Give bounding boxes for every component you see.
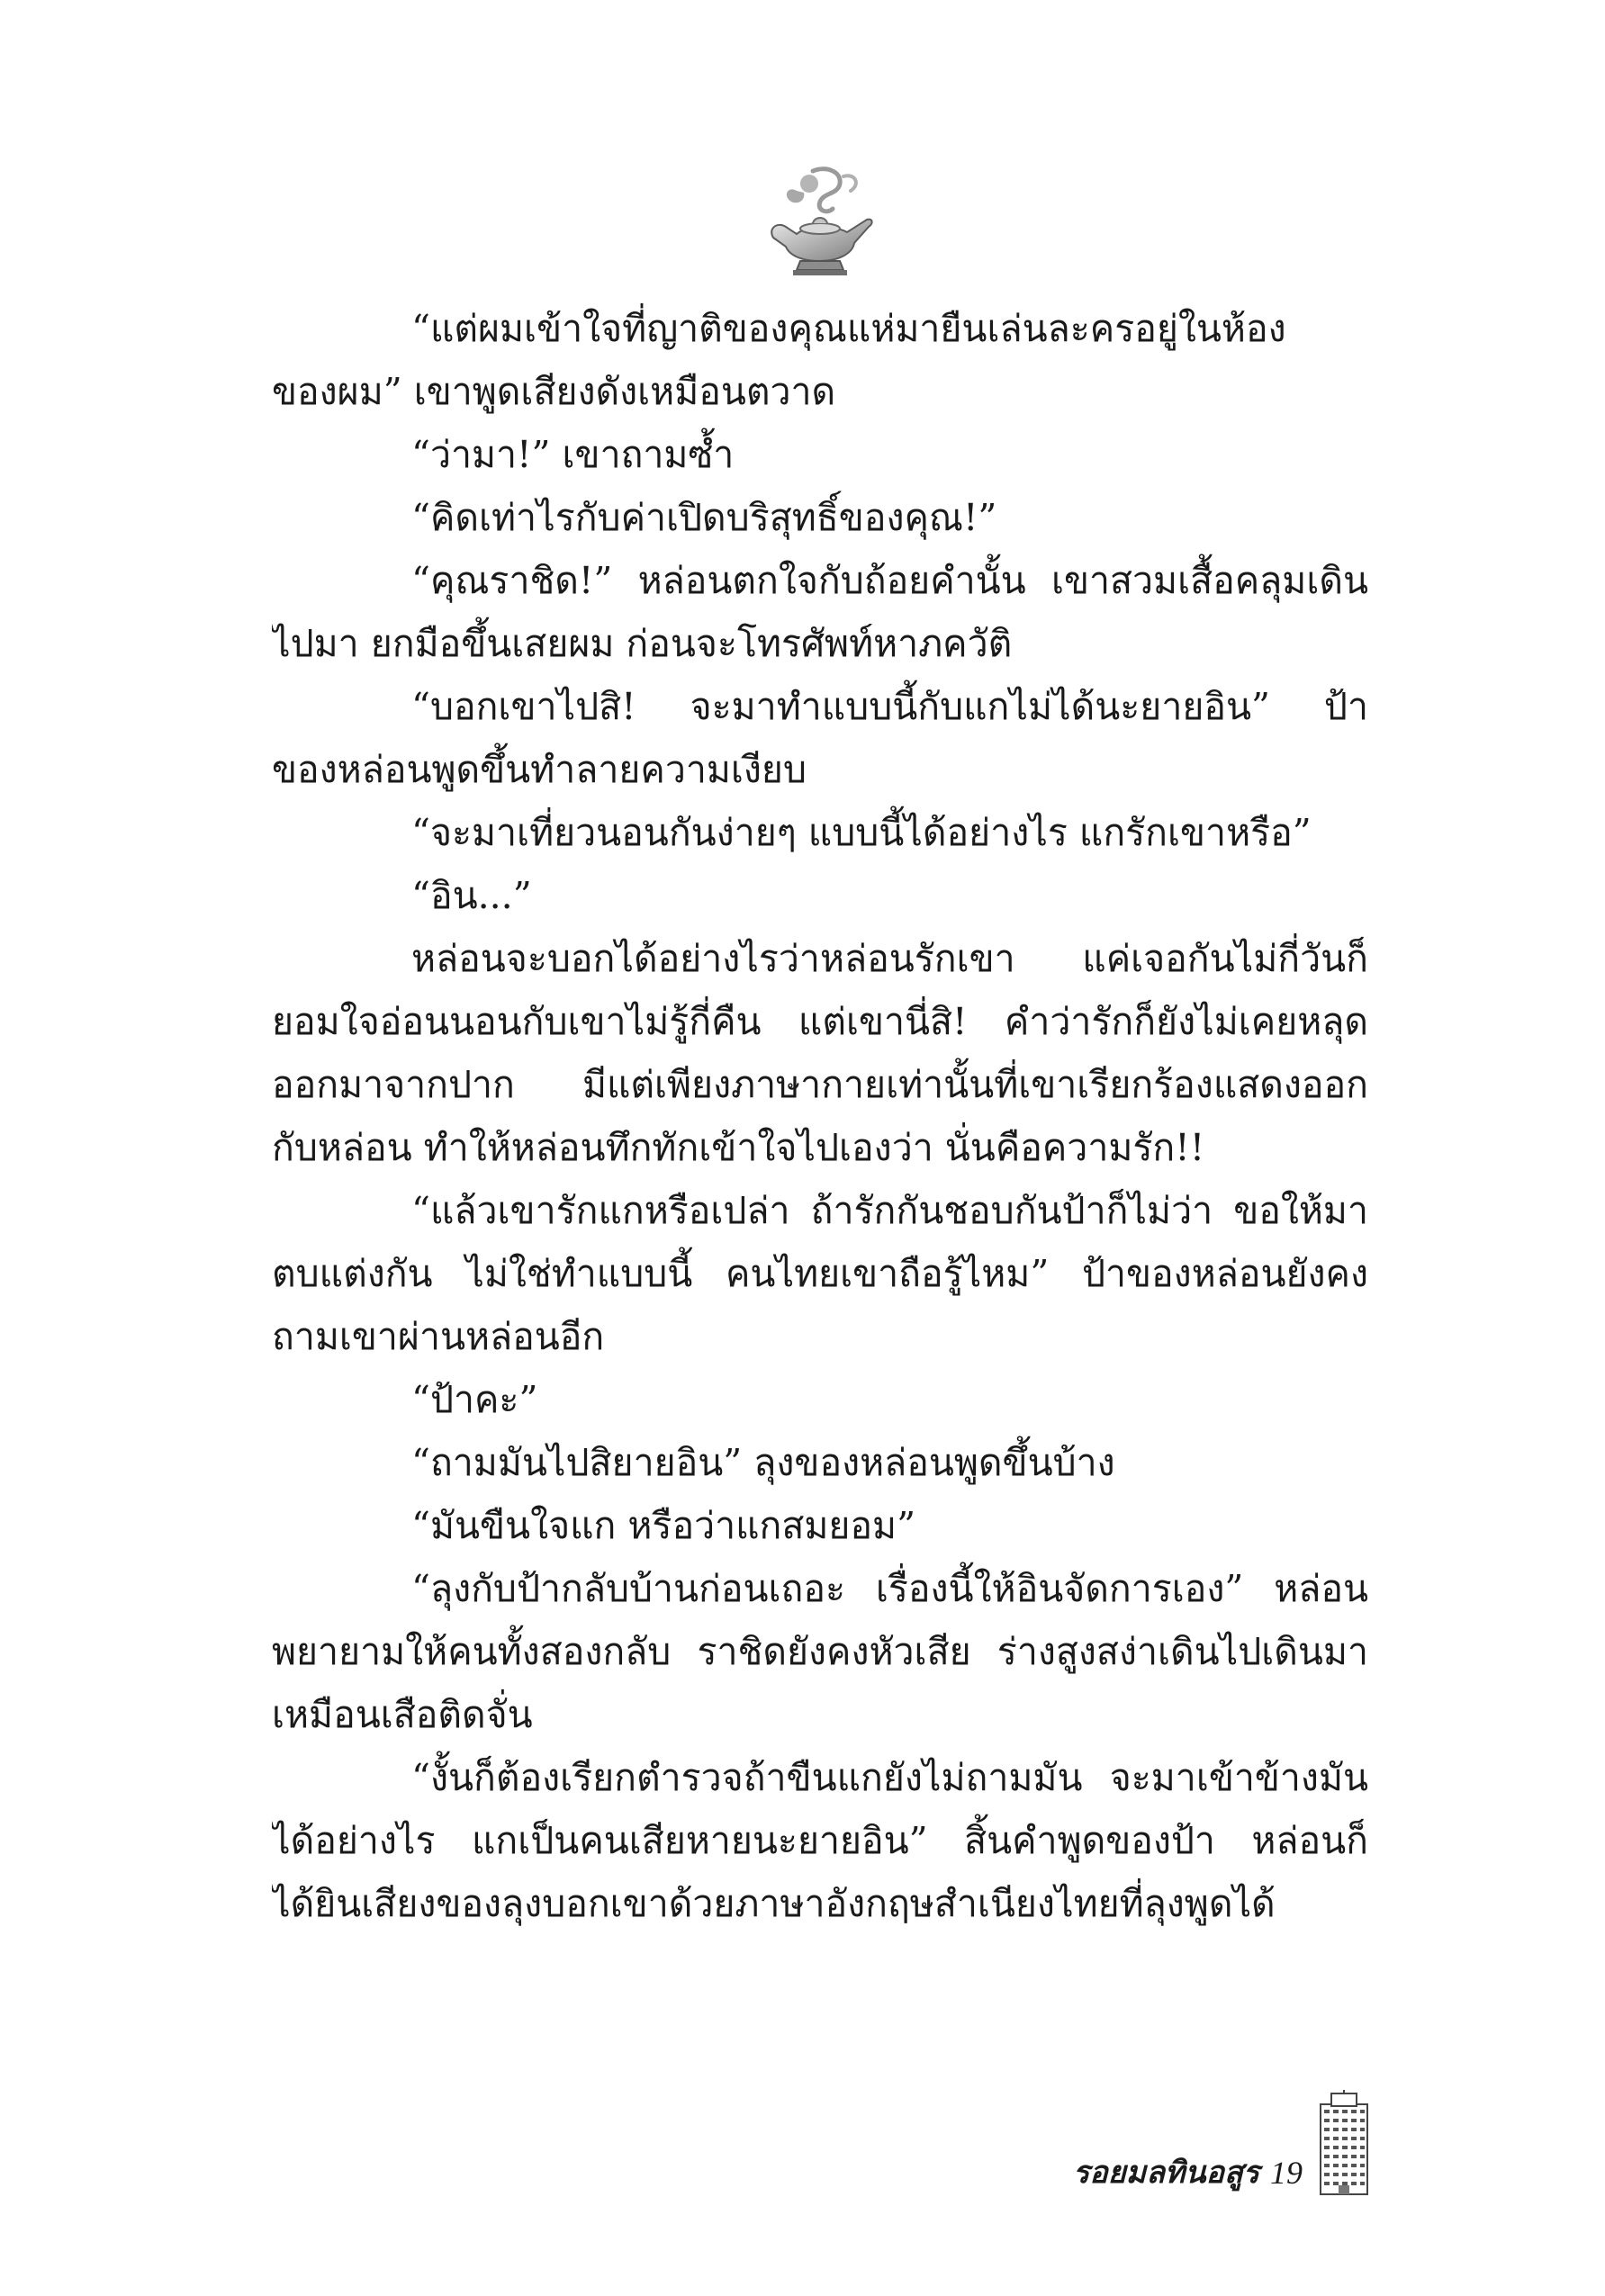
text-line: ยอมใจอ่อนนอนกับเขาไม่รู้กี่คืน แต่เขานี่สิ! คำว่ารักก็ยังไม่เคยหลุด xyxy=(272,1000,1368,1043)
text-line: “ลุงกับป้ากลับบ้านก่อนเถอะ เรื่องนี้ให้อินจัดการเอง” หล่อน xyxy=(411,1567,1368,1610)
text-line: “แต่ผมเข้าใจที่ญาติของคุณแห่มายืนเล่นละครอยู่ในห้อง xyxy=(411,307,1286,350)
text-line: “จะมาเที่ยวนอนกันง่ายๆ แบบนี้ได้อย่างไร แกรักเขาหรือ” xyxy=(411,811,1312,854)
text-line: “บอกเขาไปสิ! จะมาทำแบบนี้กับแกไม่ได้นะยายอิน” ป้า xyxy=(411,685,1368,728)
book-title: รอยมลทินอสูร xyxy=(1073,2155,1259,2191)
text-line: “มันขืนใจแก หรือว่าแกสมยอม” xyxy=(411,1504,916,1547)
text-line: กับหล่อน ทำให้หล่อนทึกทักเข้าใจไปเองว่า นั่นคือความรัก!! xyxy=(272,1126,1205,1169)
text-line: หล่อนจะบอกได้อย่างไรว่าหล่อนรักเขา แค่เจอกันไม่กี่วันก็ xyxy=(411,937,1368,980)
text-line: พยายามให้คนทั้งสองกลับ ราชิดยังคงหัวเสีย ร่างสูงสง่าเดินไปเดินมา xyxy=(272,1630,1368,1673)
text-line: ตบแต่งกัน ไม่ใช่ทำแบบนี้ คนไทยเขาถือรู้ไหม” ป้าของหล่อนยังคง xyxy=(272,1252,1368,1295)
building-icon xyxy=(1319,2090,1369,2196)
text-line: ของผม” เขาพูดเสียงดังเหมือนตวาด xyxy=(272,370,836,413)
text-line: “ถามมันไปสิยายอิน” ลุงของหล่อนพูดขึ้นบ้าง xyxy=(411,1441,1115,1484)
text-line: ได้ยินเสียงของลุงบอกเขาด้วยภาษาอังกฤษสำเนียงไทยที่ลุงพูดได้ xyxy=(272,1882,1276,1925)
text-line: “คิดเท่าไรกับค่าเปิดบริสุทธิ์ของคุณ!” xyxy=(411,496,997,539)
text-line: ของหล่อนพูดขึ้นทำลายความเงียบ xyxy=(272,748,807,791)
text-line: “แล้วเขารักแกหรือเปล่า ถ้ารักกันชอบกันป้าก็ไม่ว่า ขอให้มา xyxy=(411,1189,1368,1232)
body-text xyxy=(272,297,1368,1935)
page-number: 19 xyxy=(1270,2155,1303,2191)
text-line: ออกมาจากปาก มีแต่เพียงภาษากายเท่านั้นที่เขาเรียกร้องแสดงออก xyxy=(272,1063,1368,1106)
text-line: เหมือนเสือติดจั่น xyxy=(272,1693,533,1736)
text-line: “คุณราชิด!” หล่อนตกใจกับถ้อยคำนั้น เขาสวมเสื้อคลุมเดิน xyxy=(411,559,1368,602)
text-line: “ป้าคะ” xyxy=(411,1378,538,1421)
text-line: “อิน...” xyxy=(411,874,532,917)
text-line: “งั้นก็ต้องเรียกตำรวจถ้าขืนแกยังไม่ถามมัน จะมาเข้าข้างมัน xyxy=(411,1756,1368,1799)
text-line: “ว่ามา!” เขาถามซ้ำ xyxy=(411,433,735,476)
page-footer xyxy=(1073,2088,1369,2196)
text-line: ได้อย่างไร แกเป็นคนเสียหายนะยายอิน” สิ้นคำพูดของป้า หล่อนก็ xyxy=(272,1819,1368,1862)
genie-lamp-icon xyxy=(761,164,878,281)
text-line: ไปมา ยกมือขึ้นเสยผม ก่อนจะโทรศัพท์หาภควัติ xyxy=(272,622,1013,665)
text-line: ถามเขาผ่านหล่อนอีก xyxy=(272,1315,605,1358)
